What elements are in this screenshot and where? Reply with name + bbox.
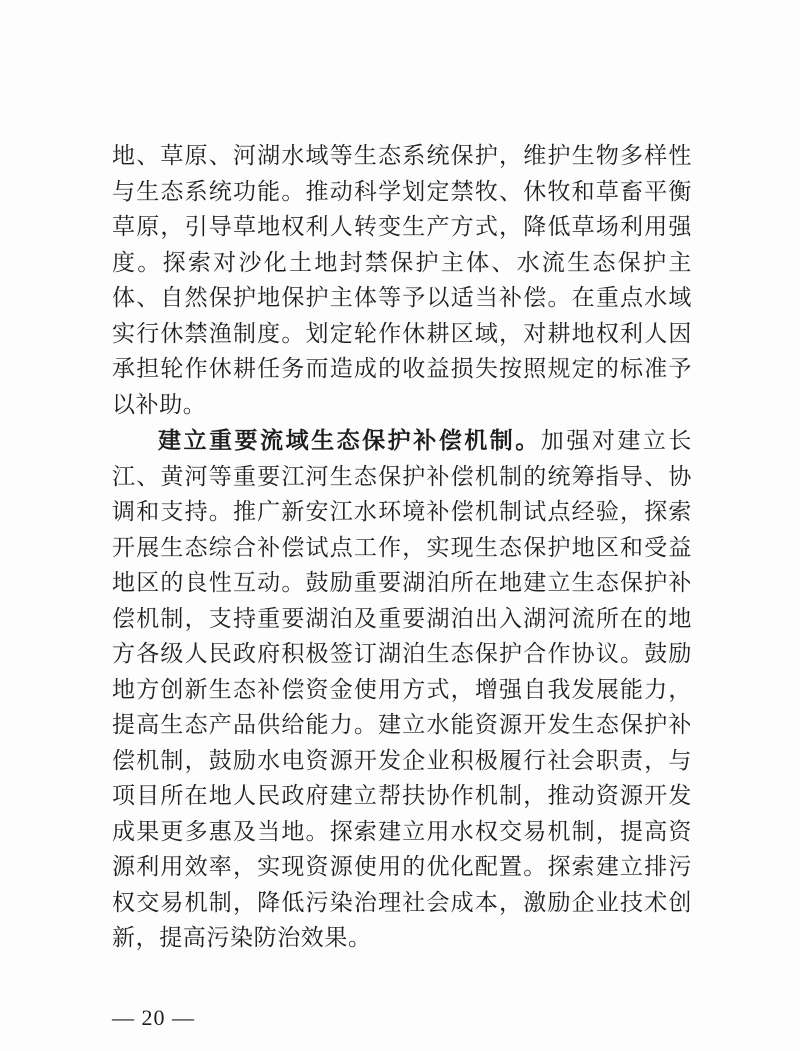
body-text xyxy=(112,139,692,957)
page-number: — 20 — xyxy=(112,1005,195,1030)
paragraph-lead-heading: 建立重要流域生态保护补偿机制。 xyxy=(158,427,541,454)
paragraph-river-basin-compensation xyxy=(112,423,692,957)
paragraph-continued xyxy=(112,139,692,423)
paragraph-text: 地、草原、河湖水域等生态系统保护，维护生物多样性与生态系统功能。推动科学划定禁牧、休牧和草畜平衡草原，引导草地权利人转变生产方式，降低草场利用强度。探索对沙化土地封禁保护主体、水流生态保护主体、自然保护地保护主体等予以适当补偿。在重点水域实行休禁渔制度。划定轮作休耕区域，对耕地权利人因承担轮作休耕任务而造成的收益损失按照规定的标准予以补助。 xyxy=(112,143,692,418)
paragraph-text: 加强对建立长江、黄河等重要江河生态保护补偿机制的统筹指导、协调和支持。推广新安江水环境补偿机制试点经验，探索开展生态综合补偿试点工作，实现生态保护地区和受益地区的良性互动。鼓励重要湖泊所在地建立生态保护补偿机制，支持重要湖泊及重要湖泊出入湖河流所在的地方各级人民政府积极签订湖泊生态保护合作协议。鼓励地方创新生态补偿资金使用方式，增强自我发展能力，提高生态产品供给能力。建立水能资源开发生态保护补偿机制，鼓励水电资源开发企业积极履行社会职责，与项目所在地人民政府建立帮扶协作机制，推动资源开发成果更多惠及当地。探索建立用水权交易机制，提高资源利用效率，实现资源使用的优化配置。探索建立排污权交易机制，降低污染治理社会成本，激励企业技术创新，提高污染防治效果。 xyxy=(112,428,692,951)
